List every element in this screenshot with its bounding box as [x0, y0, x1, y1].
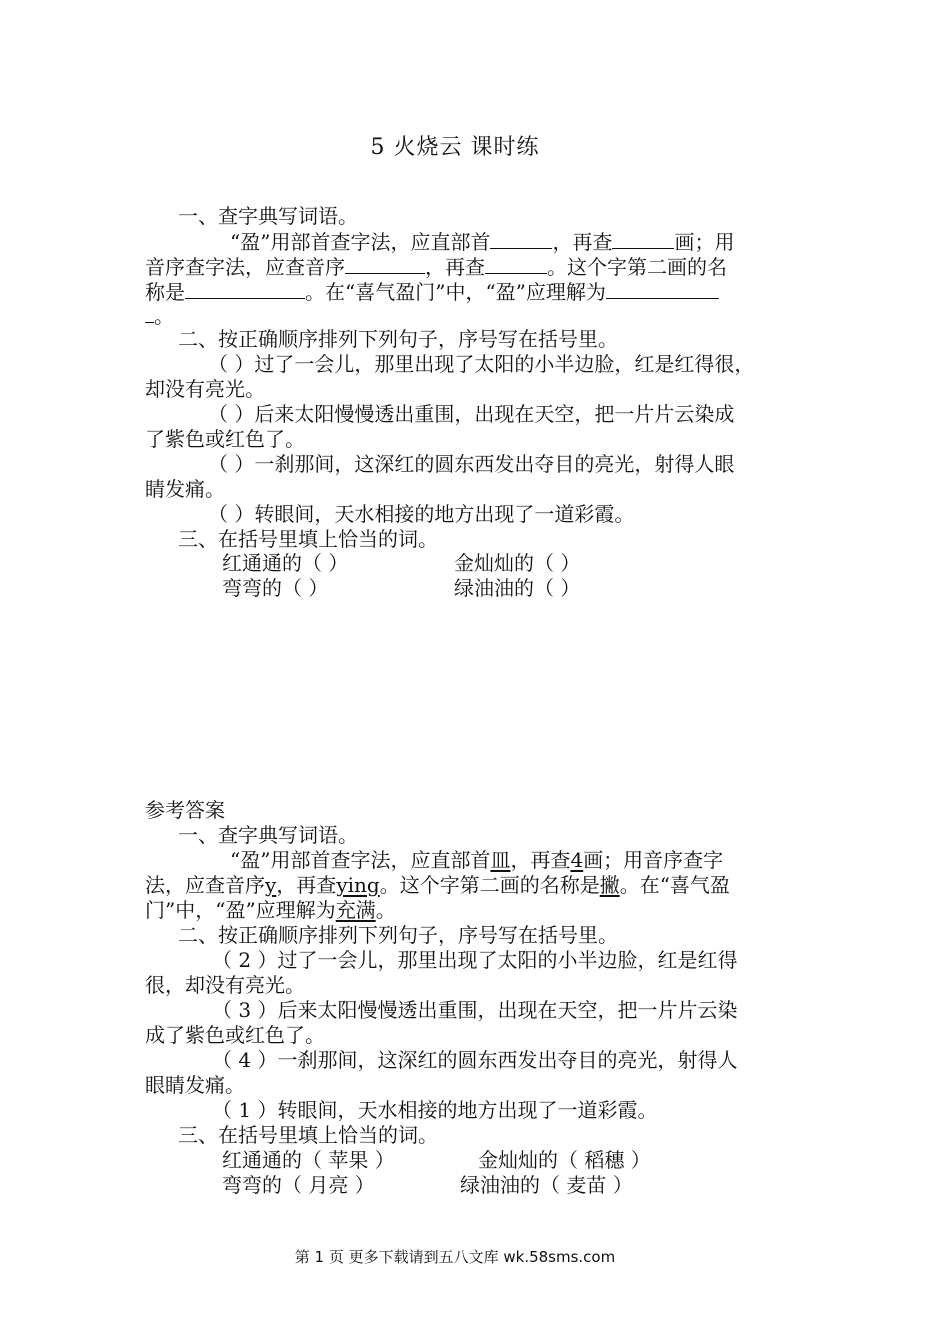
answers-q2-sentence-4: （ 1 ）转眼间，天水相接的地方出现了一道彩霞。: [212, 1098, 658, 1122]
blank: [490, 228, 552, 249]
q1-line2: 音序查字法，应查音序 ，再查 。这个字第二画的名: [145, 255, 727, 279]
blank: [145, 302, 154, 323]
answer-value: 皿: [490, 848, 511, 872]
q3-item-c: 弯弯的（ ）: [222, 576, 329, 600]
q2-sentence-1a: （ ）过了一会儿，那里出现了太阳的小半边脸，红是红得很，: [208, 352, 755, 376]
answer-value: ying: [336, 873, 380, 897]
blank: [606, 278, 719, 299]
blank: [185, 278, 305, 299]
q2-sentence-2b: 了紫色或红色了。: [145, 427, 305, 451]
answer-value: 撇: [599, 873, 620, 897]
answers-q3-item-d: 绿油油的（ 麦苗 ）: [460, 1173, 633, 1197]
answer-value: y: [265, 873, 277, 897]
answers-q1-line1: “盈”用部首查字法，应直部首皿，再查4画；用音序查字: [230, 848, 724, 872]
answer-value: 4: [570, 848, 584, 872]
answers-q2-sentence-1b: 很，却没有亮光。: [145, 973, 305, 997]
page-title: 5 火烧云 课时练: [370, 135, 540, 160]
q3-item-d: 绿油油的（ ）: [454, 576, 581, 600]
answers-q2-sentence-1a: （ 2 ）过了一会儿，那里出现了太阳的小半边脸，红是红得: [212, 948, 738, 972]
q3-heading: 三、在括号里填上恰当的词。: [178, 527, 438, 551]
q3-item-b: 金灿灿的（ ）: [454, 551, 581, 575]
answers-q3-item-a: 红通通的（ 苹果 ）: [222, 1148, 395, 1172]
answer-value: 充满: [335, 898, 376, 922]
q1-heading: 一、查字典写词语。: [178, 204, 358, 228]
q2-sentence-3b: 睛发痛。: [145, 477, 225, 501]
q3-item-a: 红通通的（ ）: [222, 551, 349, 575]
answers-heading: 参考答案: [145, 798, 225, 822]
q1-line1: “盈”用部首查字法，应直部首 ，再查 画；用: [230, 230, 735, 254]
answers-q1-line3: 门”中，“盈”应理解为充满。: [145, 898, 396, 922]
answers-q3-item-c: 弯弯的（ 月亮 ）: [222, 1173, 375, 1197]
answers-q3-item-b: 金灿灿的（ 稻穗 ）: [478, 1148, 651, 1172]
q1-line4: 。: [145, 302, 174, 328]
q2-sentence-1b: 却没有亮光。: [145, 377, 265, 401]
q2-heading: 二、按正确顺序排列下列句子，序号写在括号里。: [178, 327, 618, 351]
answers-q2-sentence-3a: （ 4 ）一刹那间，这深红的圆东西发出夺目的亮光，射得人: [212, 1048, 738, 1072]
answers-q2-sentence-3b: 眼睛发痛。: [145, 1073, 245, 1097]
q2-sentence-4: （ ）转眼间，天水相接的地方出现了一道彩霞。: [208, 502, 635, 526]
q2-sentence-2a: （ ）后来太阳慢慢透出重围，出现在天空，把一片片云染成: [208, 402, 735, 426]
blank: [612, 228, 674, 249]
q2-sentence-3a: （ ）一刹那间，这深红的圆东西发出夺目的亮光，射得人眼: [208, 452, 735, 476]
q1-line3: 称是 。在“喜气盈门”中，“盈”应理解为: [145, 278, 719, 304]
answers-q1-line2: 法，应查音序y，再查ying。这个字第二画的名称是撇。在“喜气盈: [145, 873, 730, 897]
answers-q2-sentence-2a: （ 3 ）后来太阳慢慢透出重围，出现在天空，把一片片云染: [212, 998, 738, 1022]
answers-q1-heading: 一、查字典写词语。: [178, 823, 358, 847]
answers-q3-heading: 三、在括号里填上恰当的词。: [178, 1123, 438, 1147]
blank: [485, 253, 547, 274]
answers-q2-heading: 二、按正确顺序排列下列句子，序号写在括号里。: [178, 923, 618, 947]
blank: [345, 253, 425, 274]
page-footer: 第 1 页 更多下载请到五八文库 wk.58sms.com: [294, 1248, 616, 1266]
answers-q2-sentence-2b: 成了紫色或红色了。: [145, 1023, 325, 1047]
